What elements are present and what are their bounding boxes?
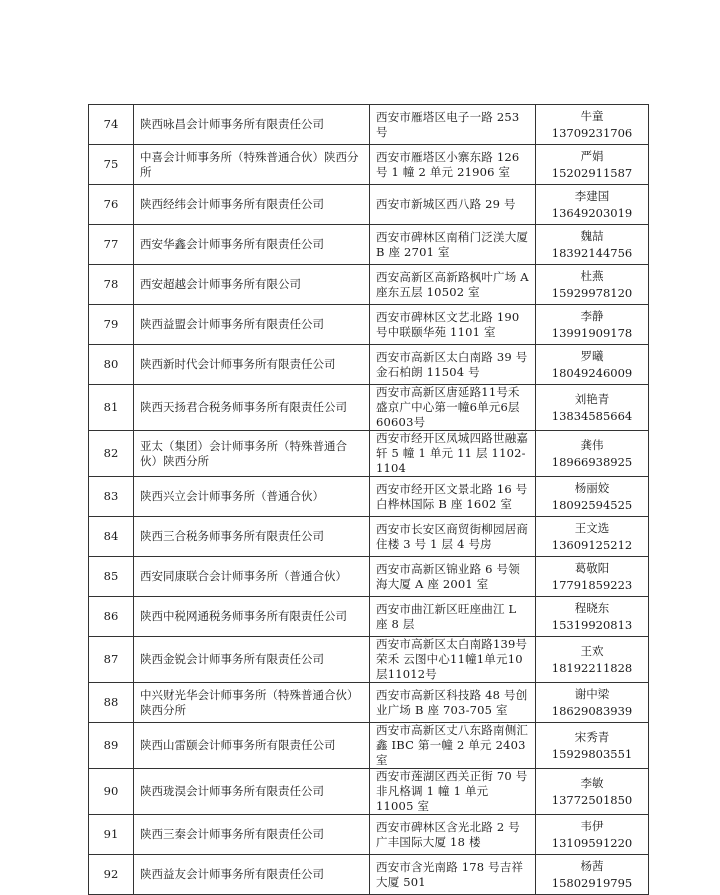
firm-name: 陕西三秦会计师事务所有限责任公司 (134, 815, 370, 855)
firm-name: 陕西新时代会计师事务所有限责任公司 (134, 345, 370, 385)
firm-name: 陕西经纬会计师事务所有限责任公司 (134, 185, 370, 225)
contact-cell (536, 855, 649, 895)
firm-name: 陕西益盟会计师事务所有限责任公司 (134, 305, 370, 345)
table-row (89, 185, 649, 225)
contact-person: 牛童 (580, 108, 604, 123)
row-number: 91 (89, 815, 134, 855)
firm-name: 陕西金锐会计师事务所有限责任公司 (134, 637, 370, 683)
firm-address: 西安市高新区丈八东路南侧汇鑫 IBC 第一幢 2 单元 2403 室 (370, 723, 536, 769)
firm-address: 西安市长安区商贸街柳园居商住楼 3 号 1 层 4 号房 (370, 517, 536, 557)
firm-name: 西安华鑫会计师事务所有限责任公司 (134, 225, 370, 265)
contact-phone: 18192211828 (551, 660, 633, 675)
contact-phone: 17791859223 (551, 577, 633, 592)
table-row (89, 769, 649, 815)
contact-person: 魏喆 (580, 228, 604, 243)
row-number: 79 (89, 305, 134, 345)
firm-name: 西安超越会计师事务所有限公司 (134, 265, 370, 305)
row-number: 86 (89, 597, 134, 637)
contact-phone: 15202911587 (551, 165, 633, 180)
row-number: 89 (89, 723, 134, 769)
firm-name: 陕西山雷颐会计师事务所有限责任公司 (134, 723, 370, 769)
contact-person: 葛敬阳 (574, 560, 610, 575)
table-row (89, 855, 649, 895)
contact-phone: 13609125212 (551, 537, 633, 552)
firm-address: 西安市经开区凤城四路世融嘉轩 5 幢 1 单元 11 层 1102-1104 (370, 431, 536, 477)
table-row (89, 385, 649, 431)
row-number: 87 (89, 637, 134, 683)
row-number: 78 (89, 265, 134, 305)
contact-phone: 13772501850 (551, 792, 633, 807)
contact-person: 杜燕 (580, 268, 604, 283)
firm-address: 西安市高新区唐延路11号禾盛京广中心第一幢6单元6层60603号 (370, 385, 536, 431)
contact-person: 王欢 (580, 643, 604, 658)
contact-phone: 13109591220 (551, 835, 633, 850)
contact-person: 刘艳青 (574, 391, 610, 406)
contact-cell (536, 723, 649, 769)
contact-cell (536, 769, 649, 815)
contact-person: 李静 (580, 308, 604, 323)
contact-phone: 15929978120 (551, 285, 633, 300)
firm-address: 西安市新城区西八路 29 号 (370, 185, 536, 225)
contact-phone: 15802919795 (551, 875, 633, 890)
contact-cell (536, 145, 649, 185)
firm-name: 陕西益友会计师事务所有限责任公司 (134, 855, 370, 895)
contact-person: 杨丽姣 (574, 480, 610, 495)
row-number: 81 (89, 385, 134, 431)
row-number: 83 (89, 477, 134, 517)
table-row (89, 431, 649, 477)
firm-name: 亚太（集团）会计师事务所（特殊普通合伙）陕西分所 (134, 431, 370, 477)
row-number: 84 (89, 517, 134, 557)
table-row (89, 683, 649, 723)
contact-phone: 13649203019 (551, 205, 633, 220)
contact-cell (536, 517, 649, 557)
contact-cell (536, 815, 649, 855)
contact-phone: 18966938925 (551, 454, 633, 469)
contact-person: 李建国 (574, 188, 610, 203)
table-row (89, 145, 649, 185)
contact-phone: 18392144756 (551, 245, 633, 260)
table-row (89, 517, 649, 557)
contact-cell (536, 265, 649, 305)
contact-cell (536, 477, 649, 517)
contact-person: 宋秀青 (574, 729, 610, 744)
row-number: 92 (89, 855, 134, 895)
row-number: 74 (89, 105, 134, 145)
firm-address: 西安市高新区锦业路 6 号领海大厦 A 座 2001 室 (370, 557, 536, 597)
contact-phone: 18092594525 (551, 497, 633, 512)
contact-cell (536, 385, 649, 431)
accounting-firm-table (88, 104, 649, 895)
firm-address: 西安市雁塔区电子一路 253 号 (370, 105, 536, 145)
table-row (89, 723, 649, 769)
contact-person: 韦伊 (580, 818, 604, 833)
table-row (89, 225, 649, 265)
contact-person: 李敏 (580, 775, 604, 790)
contact-person: 严娟 (580, 148, 604, 163)
firm-address: 西安市碑林区文艺北路 190 号中联颐华苑 1101 室 (370, 305, 536, 345)
contact-phone: 15929803551 (551, 746, 633, 761)
table-body (89, 105, 649, 895)
firm-address: 西安市雁塔区小寨东路 126 号 1 幢 2 单元 21906 室 (370, 145, 536, 185)
firm-name: 西安同康联合会计师事务所（普通合伙） (134, 557, 370, 597)
contact-person: 王文选 (574, 520, 610, 535)
contact-person: 谢中梁 (574, 686, 610, 701)
row-number: 88 (89, 683, 134, 723)
contact-person: 杨茜 (580, 858, 604, 873)
table-row (89, 265, 649, 305)
table-row (89, 305, 649, 345)
firm-address: 西安市高新区太白南路 39 号金石柏朗 11504 号 (370, 345, 536, 385)
contact-phone: 13991909178 (551, 325, 633, 340)
firm-name: 陕西兴立会计师事务所（普通合伙） (134, 477, 370, 517)
row-number: 75 (89, 145, 134, 185)
contact-phone: 18049246009 (551, 365, 633, 380)
firm-address: 西安高新区高新路枫叶广场 A 座东五层 10502 室 (370, 265, 536, 305)
firm-name: 陕西三合税务师事务所有限责任公司 (134, 517, 370, 557)
contact-cell (536, 683, 649, 723)
contact-person: 龚伟 (580, 437, 604, 452)
table-row (89, 597, 649, 637)
table-row (89, 815, 649, 855)
table-row (89, 557, 649, 597)
firm-address: 西安市曲江新区旺座曲江 L 座 8 层 (370, 597, 536, 637)
contact-cell (536, 305, 649, 345)
firm-address: 西安市碑林区含光北路 2 号广丰国际大厦 18 楼 (370, 815, 536, 855)
firm-name: 中兴财光华会计师事务所（特殊普通合伙）陕西分所 (134, 683, 370, 723)
contact-cell (536, 557, 649, 597)
row-number: 77 (89, 225, 134, 265)
firm-name: 陕西天扬君合税务师事务所有限责任公司 (134, 385, 370, 431)
contact-cell (536, 225, 649, 265)
contact-cell (536, 597, 649, 637)
contact-phone: 15319920813 (551, 617, 633, 632)
contact-cell (536, 185, 649, 225)
firm-address: 西安市高新区太白南路139号荣禾 云图中心11幢1单元10层11012号 (370, 637, 536, 683)
contact-phone: 18629083939 (551, 703, 633, 718)
table-row (89, 477, 649, 517)
contact-phone: 13709231706 (551, 125, 633, 140)
contact-cell (536, 431, 649, 477)
firm-address: 西安市碑林区南稍门泛渼大厦 B 座 2701 室 (370, 225, 536, 265)
row-number: 80 (89, 345, 134, 385)
row-number: 90 (89, 769, 134, 815)
firm-address: 西安市经开区文景北路 16 号白桦林国际 B 座 1602 室 (370, 477, 536, 517)
row-number: 82 (89, 431, 134, 477)
firm-address: 西安市高新区科技路 48 号创业广场 B 座 703-705 室 (370, 683, 536, 723)
firm-name: 陕西中税网通税务师事务所有限责任公司 (134, 597, 370, 637)
firm-address: 西安市莲湖区西关正街 70 号非凡格调 1 幢 1 单元 11005 室 (370, 769, 536, 815)
firm-name: 陕西咏昌会计师事务所有限责任公司 (134, 105, 370, 145)
table-row (89, 345, 649, 385)
table-row (89, 637, 649, 683)
contact-cell (536, 345, 649, 385)
contact-cell (536, 105, 649, 145)
firm-name: 中喜会计师事务所（特殊普通合伙）陕西分所 (134, 145, 370, 185)
contact-person: 罗曦 (580, 348, 604, 363)
contact-phone: 13834585664 (551, 408, 633, 423)
contact-cell (536, 637, 649, 683)
row-number: 76 (89, 185, 134, 225)
firm-name: 陕西珑淏会计师事务所有限责任公司 (134, 769, 370, 815)
row-number: 85 (89, 557, 134, 597)
table-row (89, 105, 649, 145)
firm-address: 西安市含光南路 178 号吉祥大厦 501 (370, 855, 536, 895)
contact-person: 程晓东 (574, 600, 610, 615)
